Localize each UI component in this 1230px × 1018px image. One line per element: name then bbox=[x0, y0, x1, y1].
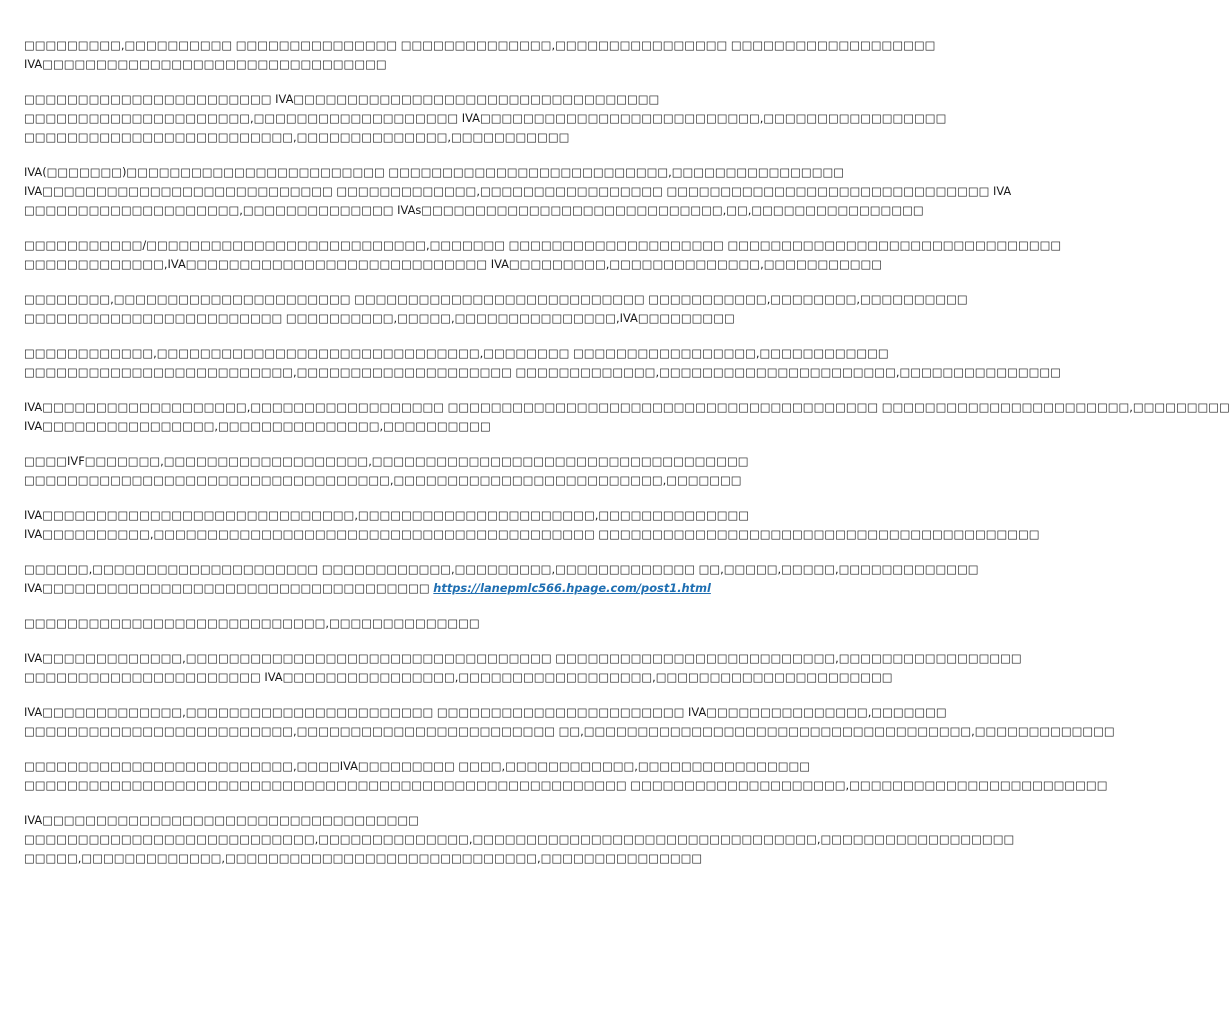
paragraph-12 bbox=[24, 649, 1022, 687]
paragraph-1 bbox=[24, 36, 936, 74]
text-line: □□□□□□□□□□□□□□□□□□□□□□□□□□□□□□□□□□□□□□□□□□□□□□□□□□□□□□□□ □□□□□□□□□□□□□□□□□□□□,□□□□□□□□□□□□□□□□□□□□□□□□ bbox=[24, 778, 1108, 792]
text-line: □□□□□□□□□□□□□,IVA□□□□□□□□□□□□□□□□□□□□□□□□□□□□ IVA□□□□□□□□□,□□□□□□□□□□□□□□,□□□□□□□□□□□ bbox=[24, 257, 883, 271]
text-line: IVA□□□□□□□□□□□□□□□□□□□□□□□□□□□□□,□□□□□□□□□□□□□□□□□□□□□□,□□□□□□□□□□□□□□ bbox=[24, 508, 749, 522]
text-line: □□□□□□□□□,□□□□□□□□□□ □□□□□□□□□□□□□□□ □□□□□□□□□□□□□□,□□□□□□□□□□□□□□□□ □□□□□□□□□□□□□□□□□□□ bbox=[24, 38, 936, 52]
text-line: □□□□□□□□□□□□□□□□□□□□□□□□□,□□□□□□□□□□□□□□,□□□□□□□□□□□ bbox=[24, 130, 570, 144]
text-line: □□□□□□□□□□□□□□□□□□□□□□□□□□□□□□□□□□,□□□□□□□□□□□□□□□□□□□□□□□□□,□□□□□□□ bbox=[24, 473, 742, 487]
text-line: □□□□□□□□□□□□□□□□□□□□□□□□□,□□□□□□□□□□□□□□□□□□□□□□□□ □□,□□□□□□□□□□□□□□□□□□□□□□□□□□□□□□□□□□□□,□□□□□□□□□□□□□ bbox=[24, 724, 1115, 738]
paragraph-15 bbox=[24, 811, 1015, 868]
text-line: □□□□□□□□□□□□□□□□□□□□□□ IVA□□□□□□□□□□□□□□□□,□□□□□□□□□□□□□□□□□□,□□□□□□□□□□□□□□□□□□□□□□ bbox=[24, 670, 893, 684]
text-line: □□□□□□□□□□□/□□□□□□□□□□□□□□□□□□□□□□□□□□,□□□□□□□ □□□□□□□□□□□□□□□□□□□□ □□□□□□□□□□□□□□□□□□□□□□□□□□□□□□□ bbox=[24, 238, 1062, 252]
paragraph-5 bbox=[24, 290, 968, 328]
text-line: IVA□□□□□□□□□□□□□□□□□□□□□□□□□□□□□□□□□□□ bbox=[24, 813, 419, 827]
text-line: IVA□□□□□□□□□□□□□□□□,□□□□□□□□□□□□□□□,□□□□□□□□□□ bbox=[24, 419, 491, 433]
text-line: □□□□□□□□□□□□□□□□□□□□□□□□□,□□□□□□□□□□□□□□□□□□□□ □□□□□□□□□□□□□,□□□□□□□□□□□□□□□□□□□□□□,□□□□□□□□□□□□□□□ bbox=[24, 365, 1061, 379]
text-line: IVA□□□□□□□□□□□□□,□□□□□□□□□□□□□□□□□□□□□□□ □□□□□□□□□□□□□□□□□□□□□□□ IVA□□□□□□□□□□□□□□□,□□□□□□□ bbox=[24, 705, 947, 719]
paragraph-2 bbox=[24, 90, 947, 147]
text-line: IVA□□□□□□□□□□,□□□□□□□□□□□□□□□□□□□□□□□□□□□□□□□□□□□□□□□□□ □□□□□□□□□□□□□□□□□□□□□□□□□□□□□□□□□□□□□□□□□ bbox=[24, 527, 1040, 541]
paragraph-14 bbox=[24, 757, 1108, 795]
paragraph-3 bbox=[24, 163, 1012, 220]
text-line: IVA□□□□□□□□□□□□□□□□□□□,□□□□□□□□□□□□□□□□□□ □□□□□□□□□□□□□□□□□□□□□□□□□□□□□□□□□□□□□□□□ □□□□□□□□□□□□□□□□□□□□□□□,□□□□□□□□□ bbox=[24, 400, 1230, 414]
text-line: □□□□□□□□□□□□□□□□□□□□□□□□ □□□□□□□□□□,□□□□□,□□□□□□□□□□□□□□□,IVA□□□□□□□□□ bbox=[24, 311, 735, 325]
paragraph-6 bbox=[24, 344, 1061, 382]
text-line: □□□□□□,□□□□□□□□□□□□□□□□□□□□□ □□□□□□□□□□□□,□□□□□□□□□,□□□□□□□□□□□□□ □□,□□□□□,□□□□□,□□□□□□□□□□□□□ bbox=[24, 562, 979, 576]
paragraph-11 bbox=[24, 614, 700, 633]
text-line: □□□□□□□□□□□□□□□□□□□□□□□ IVA□□□□□□□□□□□□□□□□□□□□□□□□□□□□□□□□□□ bbox=[24, 92, 660, 106]
text-line: IVA□□□□□□□□□□□□□□□□□□□□□□□□□□□□□□□□ bbox=[24, 57, 387, 71]
article-body bbox=[24, 36, 1230, 884]
text-line-with-link bbox=[24, 579, 711, 598]
paragraph-7 bbox=[24, 398, 1230, 436]
text-line: □□□□□□□□□□□□□□□□□□□□□,□□□□□□□□□□□□□□□□□□□ IVA□□□□□□□□□□□□□□□□□□□□□□□□□□,□□□□□□□□□□□□□□□□□ bbox=[24, 111, 947, 125]
text-line: □□□□□□□□□□□□,□□□□□□□□□□□□□□□□□□□□□□□□□□□□□□,□□□□□□□□ □□□□□□□□□□□□□□□□□,□□□□□□□□□□□□ bbox=[24, 346, 889, 360]
paragraph-9 bbox=[24, 506, 1040, 544]
text-line: □□□□IVF□□□□□□□,□□□□□□□□□□□□□□□□□□□,□□□□□□□□□□□□□□□□□□□□□□□□□□□□□□□□□□□ bbox=[24, 454, 749, 468]
text-line: □□□□□□□□□□□□□□□□□□□□□□□□□□□,□□□□□□□□□□□□□□,□□□□□□□□□□□□□□□□□□□□□□□□□□□□□□□□,□□□□□□□□□□□□□□□□□□ bbox=[24, 832, 1015, 846]
text-line: □□□□□,□□□□□□□□□□□□□,□□□□□□□□□□□□□□□□□□□□□□□□□□□□□,□□□□□□□□□□□□□□□ bbox=[24, 851, 703, 865]
paragraph-8 bbox=[24, 452, 749, 490]
post-link[interactable]: https://lanepmlc566.hpage.com/post1.html bbox=[433, 581, 711, 595]
text-line: IVA(□□□□□□□)□□□□□□□□□□□□□□□□□□□□□□□□ □□□□□□□□□□□□□□□□□□□□□□□□□□,□□□□□□□□□□□□□□□□ bbox=[24, 165, 844, 179]
text-line: □□□□□□□□,□□□□□□□□□□□□□□□□□□□□□□ □□□□□□□□□□□□□□□□□□□□□□□□□□□ □□□□□□□□□□□,□□□□□□□□,□□□□□□□□□□ bbox=[24, 292, 968, 306]
paragraph-13 bbox=[24, 703, 1115, 741]
paragraph-10 bbox=[24, 560, 979, 598]
text-line-prefix: IVA□□□□□□□□□□□□□□□□□□□□□□□□□□□□□□□□□□□□ bbox=[24, 581, 434, 595]
text-line: □□□□□□□□□□□□□□□□□□□□□□□□□,□□□□IVA□□□□□□□□□ □□□□,□□□□□□□□□□□□,□□□□□□□□□□□□□□□□ bbox=[24, 759, 811, 773]
text-line: IVA□□□□□□□□□□□□□,□□□□□□□□□□□□□□□□□□□□□□□□□□□□□□□□□□ □□□□□□□□□□□□□□□□□□□□□□□□□□,□□□□□□□□□□□□□□□□□ bbox=[24, 651, 1022, 665]
paragraph-4 bbox=[24, 236, 1062, 274]
text-line: □□□□□□□□□□□□□□□□□□□□□□□□□□□□,□□□□□□□□□□□□□□ bbox=[24, 616, 480, 630]
text-line: □□□□□□□□□□□□□□□□□□□□,□□□□□□□□□□□□□□ IVAs□□□□□□□□□□□□□□□□□□□□□□□□□□□□,□□,□□□□□□□□□□□□□□□□ bbox=[24, 203, 924, 217]
text-line: IVA□□□□□□□□□□□□□□□□□□□□□□□□□□□ □□□□□□□□□□□□□,□□□□□□□□□□□□□□□□□ □□□□□□□□□□□□□□□□□□□□□□□□□□□□□□ IVA bbox=[24, 184, 1012, 198]
